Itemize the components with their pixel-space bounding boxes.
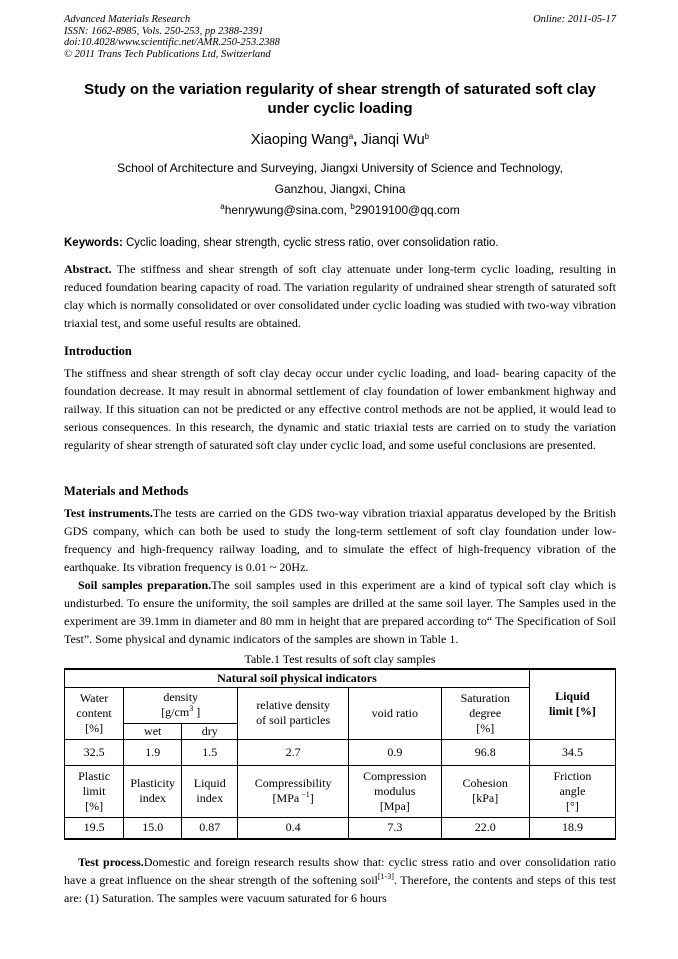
header-comp-unit: [MPa (272, 791, 300, 805)
table-caption: Table.1 Test results of soft clay samples (244, 652, 436, 666)
header-water-l3: [%] (85, 720, 104, 735)
affiliation-line-2: Ganzhou, Jiangxi, China (274, 182, 406, 196)
email-a-sup: a (220, 202, 225, 211)
cell-r1-c6: 96.8 (441, 739, 529, 765)
instruments-label: Test instruments. (64, 506, 153, 520)
header-pindex-l1: Plasticity (130, 776, 176, 790)
header-comp-close: ] (309, 791, 314, 805)
cell-r1-c4: 2.7 (238, 739, 349, 765)
header-plastic-l1: Plastic (78, 768, 111, 783)
journal-header (64, 14, 616, 60)
samples-text: The soil samples used in this experiment are a kind of typical soft clay which is undisturbed. To ensure the uniformity, the soil samples are drilled at the same soil layer. The Samples used in the experiment are 39.1mm in diameter and 80 mm in height that are prepared according to“ The Specification of Soil Test”. Some physical and dynamic indicators of the samples are shown in Table 1. (64, 578, 616, 646)
header-density-sup: 3 (189, 704, 194, 713)
header-rel-l2: of soil particles (256, 713, 331, 727)
header-cmod-l2: modulus (374, 783, 416, 798)
header-cmod-l1: Compression (363, 768, 427, 783)
header-density (124, 687, 238, 723)
introduction-heading: Introduction (64, 344, 132, 358)
cell-r1-c1: 32.5 (65, 739, 124, 765)
email-b: 29019100@qq.com (354, 203, 460, 217)
header-water-l1: Water (79, 690, 109, 705)
header-relative-density (238, 687, 349, 739)
process-ref: [1-3] (377, 872, 394, 881)
header-plastic-l3: [%] (85, 798, 104, 813)
copyright-line: © 2011 Trans Tech Publications Ltd, Switzerland (64, 48, 271, 60)
header-lindex-l1: Liquid (193, 776, 226, 790)
cell-r1-c7: 34.5 (529, 739, 615, 765)
cell-r2-c1: 19.5 (65, 817, 124, 839)
header-cmod-l3: [Mpa] (379, 798, 410, 813)
header-wet: wet (124, 723, 182, 739)
process-label: Test process. (78, 855, 144, 869)
abstract-label: Abstract. (64, 262, 112, 276)
header-liquid-limit (529, 669, 615, 739)
author-2: Jianqi Wu (361, 132, 425, 148)
header-plasticity-index (124, 765, 182, 817)
author-1: Xiaoping Wang (250, 132, 349, 148)
header-liquid-limit-l2: limit [%] (548, 704, 596, 719)
header-liquid-index (182, 765, 238, 817)
header-coh-l1: Cohesion (462, 776, 508, 790)
instruments-paragraph (64, 504, 616, 576)
abstract (64, 260, 616, 332)
author-line (64, 131, 616, 149)
issn-line: ISSN: 1662-8985, Vols. 250-253, pp 2388-2391 (64, 25, 264, 37)
instruments-text: The tests are carried on the GDS two-way vibration triaxial apparatus developed by the British GDS company, which can both be used to study the long-term settlement of soft clay foundation under low-frequency and high-frequency railway loading, and to simulate the effect of high-frequency vibration of the earthquake. Its vibration frequency is 0.01 ~ 20Hz. (64, 506, 617, 574)
cell-r1-c3: 1.5 (182, 739, 238, 765)
cell-r2-c4: 0.4 (238, 817, 349, 839)
introduction-text: The stiffness and shear strength of soft clay decay occur under cyclic loading, and load- bearing capacity of the foundation decrease. It may result in abnormal settlement of clay foundation of lower embankment highway and railway. If this situation can not be predicted or any effective control methods are not be applied, it would lead to serious consequences. In this research, the dynamic and static triaxial tests are carried on to study the variation regularity of shear strength of saturated soft clay under cyclic load, and some useful conclusions are presented. (64, 366, 616, 452)
header-saturation (441, 687, 529, 739)
header-coh-l2: [kPa] (472, 791, 499, 805)
keywords-text: Cyclic loading, shear strength, cyclic stress ratio, over consolidation ratio. (122, 237, 499, 249)
header-density-l1: density (163, 690, 199, 704)
keywords (64, 236, 616, 251)
email-b-sup: b (350, 202, 355, 211)
email-line (64, 200, 616, 221)
cell-r2-c2: 15.0 (124, 817, 182, 839)
header-lindex-l2: index (196, 791, 224, 805)
header-friction-angle (529, 765, 615, 817)
header-compressibility (238, 765, 349, 817)
cell-r2-c5: 7.3 (349, 817, 442, 839)
header-density-unit: [g/cm (161, 705, 190, 719)
header-comp-l1: Compressibility (254, 776, 332, 790)
header-sat-l2: degree (469, 705, 502, 720)
table-group-header: Natural soil physical indicators (65, 669, 530, 687)
cell-r1-c5: 0.9 (349, 739, 442, 765)
cell-r2-c3: 0.87 (182, 817, 238, 839)
online-date: Online: 2011-05-17 (533, 14, 616, 25)
header-pindex-l2: index (139, 791, 167, 805)
author-2-sup: b (424, 132, 430, 141)
header-water-l2: content (76, 705, 112, 720)
header-cohesion (441, 765, 529, 817)
header-void-ratio: void ratio (349, 687, 442, 739)
header-sat-l3: [%] (476, 720, 495, 735)
affiliation (64, 158, 616, 221)
cell-r2-c6: 22.0 (441, 817, 529, 839)
email-a: henrywung@sina.com, (224, 203, 351, 217)
author-1-sup: a (348, 132, 354, 141)
header-water-content (65, 687, 124, 739)
samples-paragraph (64, 576, 616, 648)
affiliation-line-1: School of Architecture and Surveying, Jiangxi University of Science and Technology, (117, 161, 563, 175)
header-compression-modulus (349, 765, 442, 817)
header-plastic-limit (65, 765, 124, 817)
cell-r2-c7: 18.9 (529, 817, 615, 839)
soil-results-table (64, 668, 616, 840)
header-comp-sup: −1 (299, 790, 310, 799)
header-fric-l1: Friction (553, 768, 592, 783)
process-text-2: . Therefore, the contents and steps of this test are: (1) Saturation. The samples were vacuum saturated for 6 hours (64, 873, 616, 905)
abstract-text: The stiffness and shear strength of soft clay attenuate under long-term cyclic loading, resulting in reduced foundation bearing capacity of road. The variation regularity of undrained shear strength of saturated soft clay which is normally consolidated or over consolidated under cyclic loading was studied with two-way vibration triaxial test, and some useful results are obtained. (64, 262, 616, 330)
keywords-label: Keywords: (64, 237, 123, 249)
cell-r1-c2: 1.9 (124, 739, 182, 765)
header-sat-l1: Saturation (460, 690, 510, 705)
header-rel-l1: relative density (256, 698, 330, 712)
header-liquid-limit-l1: Liquid (555, 689, 590, 704)
header-plastic-l2: limit (82, 783, 106, 798)
header-dry: dry (182, 723, 238, 739)
test-process-paragraph (64, 853, 616, 907)
samples-label: Soil samples preparation. (78, 578, 212, 592)
header-density-close: ] (193, 705, 201, 719)
paper-title: Study on the variation regularity of shear strength of saturated soft clay under cyclic loading (84, 81, 596, 117)
journal-name: Advanced Materials Research (64, 14, 191, 25)
methods-text (64, 504, 616, 648)
process-text-1: Domestic and foreign research results show that: cyclic stress ratio and over consolidation ratio have a great influence on the shear strength of the softening soil (64, 855, 617, 887)
header-fric-l3: [°] (566, 798, 579, 813)
methods-heading: Materials and Methods (64, 484, 189, 498)
header-fric-l2: angle (559, 783, 586, 798)
author-separator: , (353, 132, 362, 148)
doi-line: doi:10.4028/www.scientific.net/AMR.250-253.2388 (64, 37, 280, 48)
